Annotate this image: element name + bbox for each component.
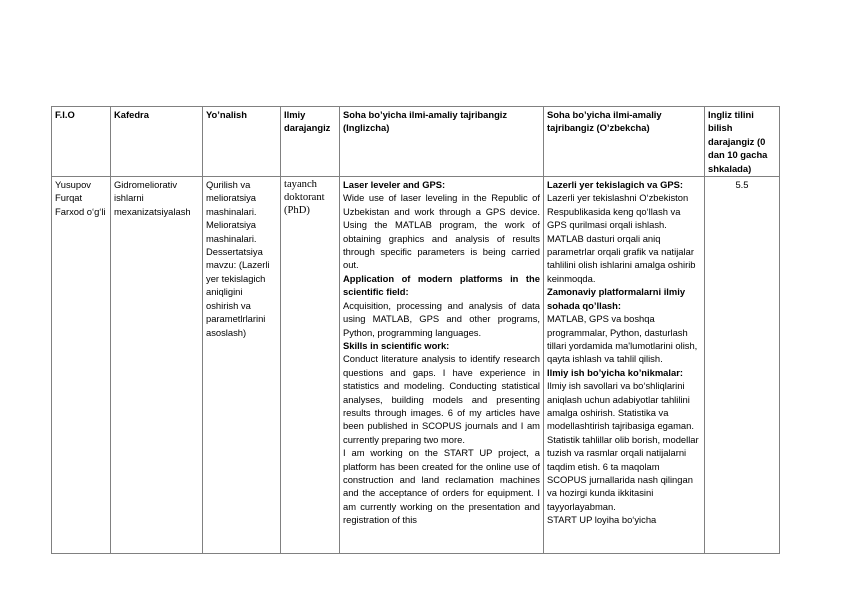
header-soha-english: Soha bo’yicha ilmi-amaliy tajribangiz (Inglizcha) bbox=[340, 107, 544, 177]
cv-table bbox=[51, 106, 780, 554]
cell-kafedra: Gidromeliorativ ishlarni mexanizatsiyalash bbox=[111, 177, 203, 554]
uz-heading-platforms: Zamonaviy platformalarni ilmiy sohada qo’llash: bbox=[547, 286, 686, 311]
cell-ilmiy-daraja: tayanch doktorant (PhD) bbox=[281, 177, 340, 554]
uz-paragraph-skills: Ilmiy ish savollari va bo‘shliqlarini aniqlash uchun adabiyotlar tahlilini amalga oshirish. Statistika va modellashtirish tajribasiga egaman. Statistik tahlillar olib borish, modellar tuzish va rasmlar orqali natijalarni taqdim etish. 6 ta maqolam SCOPUS jurnallarida nash qilingan va hozirgi kunda ikkitasini tayyorlayabman. bbox=[547, 380, 699, 512]
cell-fio: Yusupov Furqat Farxod o‘g‘li bbox=[52, 177, 111, 554]
header-english-level: Ingliz tilini bilish darajangiz (0 dan 10 gacha shkalada) bbox=[705, 107, 780, 177]
header-kafedra: Kafedra bbox=[111, 107, 203, 177]
en-heading-skills: Skills in scientific work: bbox=[343, 339, 450, 351]
en-paragraph-skills: Conduct literature analysis to identify research questions and gaps. I have experience in statistics and modeling. Conducting statistical analyses, building models and presenting results through images. 6 of my articles have been published in SCOPUS journals and I am currently preparing two more. bbox=[343, 353, 540, 445]
header-ilmiy-daraja: Ilmiy darajangiz bbox=[281, 107, 340, 177]
en-paragraph-startup: I am working on the START UP project, a platform has been created for the online use of construction and land reclamation machines and the acceptance of orders for equipment. I am currently working on the presentation and registration of this bbox=[343, 447, 540, 526]
cell-soha-uzbek bbox=[544, 177, 705, 554]
uz-paragraph-startup: START UP loyiha bo‘yicha bbox=[547, 514, 657, 526]
cell-soha-english bbox=[340, 177, 544, 554]
cell-yonalish: Qurilish va melioratsiya mashinalari. Melioratsiya mashinalari. Dessertatsiya mavzu: (Lazerli yer tekislagich aniqligini oshirish va parametlrlarini asoslash) bbox=[203, 177, 281, 554]
header-yonalish: Yo’nalish bbox=[203, 107, 281, 177]
header-fio: F.I.O bbox=[52, 107, 111, 177]
table-row bbox=[52, 177, 780, 554]
cell-english-level: 5.5 bbox=[705, 177, 780, 554]
en-paragraph-platforms: Acquisition, processing and analysis of data using MATLAB, GPS and other programs, Python, programming languages. bbox=[343, 299, 540, 338]
uz-heading-skills: Ilmiy ish bo’yicha ko’nikmalar: bbox=[547, 366, 683, 378]
en-paragraph-laser: Wide use of laser leveling in the Republic of Uzbekistan and work through a GPS device. Using the MATLAB program, the work of obtaining graphics and analysis of results through specific parameters is being carried out. bbox=[343, 192, 540, 271]
en-heading-laser: Laser leveler and GPS: bbox=[343, 179, 446, 191]
header-row bbox=[52, 107, 780, 177]
uz-paragraph-laser: Lazerli yer tekislashni O‘zbekiston Respublikasida keng qo‘llash va GPS qurilmasi orqali ishlash. MATLAB dasturi orqali aniq parametrlar orqali grafik va natijalar tahlilini olish ishlarini amalga oshirib keinmoqda. bbox=[547, 192, 696, 284]
en-heading-platforms: Application of modern platforms in the scientific field: bbox=[343, 272, 540, 298]
uz-paragraph-platforms: MATLAB, GPS va boshqa programmalar, Python, dasturlash tillari yordamida ma'lumotlarini olish, qayta ishlash va tahlil qilish. bbox=[547, 313, 698, 365]
uz-heading-laser: Lazerli yer tekislagich va GPS: bbox=[547, 179, 684, 191]
header-soha-uzbek: Soha bo’yicha ilmi-amaliy tajribangiz (O’zbekcha) bbox=[544, 107, 705, 177]
